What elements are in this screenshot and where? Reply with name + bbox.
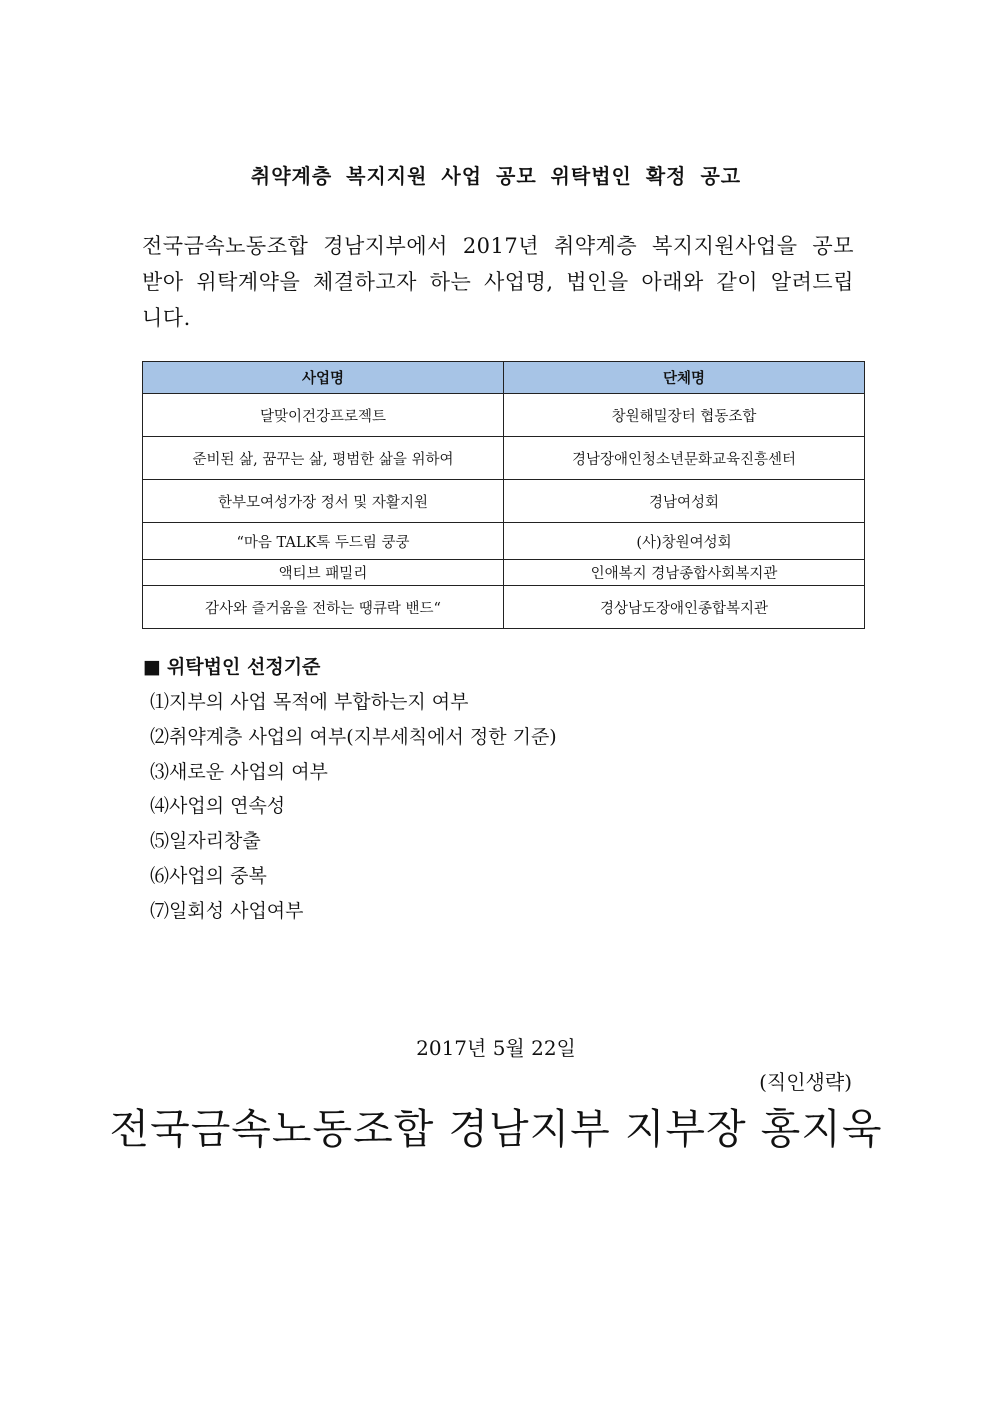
organization-cell: 경남장애인청소년문화교육진흥센터 xyxy=(504,437,865,480)
project-name-cell: 준비된 삶, 꿈꾸는 삶, 평범한 삶을 위하여 xyxy=(143,437,504,480)
organization-cell: 인애복지 경남종합사회복지관 xyxy=(504,560,865,586)
table-row xyxy=(143,523,865,560)
project-name-cell: 감사와 즐거움을 전하는 땡큐락 밴드“ xyxy=(143,586,504,629)
project-name-cell: 달맞이건강프로젝트 xyxy=(143,394,504,437)
table-row xyxy=(143,480,865,523)
announcement-date: 2017년 5월 22일 xyxy=(416,1036,576,1060)
list-item: ⑹사업의 중복 xyxy=(150,864,267,887)
criteria-list xyxy=(150,685,557,929)
list-item: ⑴지부의 사업 목적에 부합하는지 여부 xyxy=(150,691,469,713)
square-bullet-icon: ■ xyxy=(143,656,161,678)
table-header-row xyxy=(143,362,865,394)
criteria-heading xyxy=(143,652,320,679)
list-item: ⑺일회성 사업여부 xyxy=(150,899,304,922)
column-header-organization: 단체명 xyxy=(504,362,865,394)
project-table xyxy=(142,361,865,629)
organization-cell: 경남여성회 xyxy=(504,480,865,523)
table-row xyxy=(143,437,865,480)
document-title: 취약계층 복지지원 사업 공모 위탁법인 확정 공고 xyxy=(250,164,742,188)
table-row xyxy=(143,394,865,437)
seal-note: (직인생략) xyxy=(759,1070,852,1094)
column-header-project: 사업명 xyxy=(143,362,504,394)
project-name-cell: 액티브 패밀리 xyxy=(143,560,504,586)
project-name-cell: 한부모여성가장 정서 및 자활지원 xyxy=(143,480,504,523)
organization-cell: 경상남도장애인종합복지관 xyxy=(504,586,865,629)
table-row xyxy=(143,586,865,629)
signature-line: 전국금속노동조합 경남지부 지부장 홍지욱 xyxy=(109,1105,883,1153)
organization-cell: 창원해밀장터 협동조합 xyxy=(504,394,865,437)
project-name-cell: “마음 TALK톡 두드림 쿵쿵 xyxy=(143,523,504,560)
intro-paragraph: 전국금속노동조합 경남지부에서 2017년 취약계층 복지지원사업을 공모 받아 위탁계약을 체결하고자 하는 사업명, 법인을 아래와 같이 알려드립니다. xyxy=(142,234,854,330)
list-item: ⑷사업의 연속성 xyxy=(150,795,286,818)
table-row xyxy=(143,560,865,586)
criteria-heading-text: 위탁법인 선정기준 xyxy=(166,656,321,678)
organization-cell: (사)창원여성회 xyxy=(504,523,865,560)
list-item: ⑸일자리창출 xyxy=(150,830,261,853)
list-item: ⑶새로운 사업의 여부 xyxy=(150,760,328,783)
list-item: ⑵취약계층 사업의 여부(지부세칙에서 정한 기준) xyxy=(150,725,557,748)
